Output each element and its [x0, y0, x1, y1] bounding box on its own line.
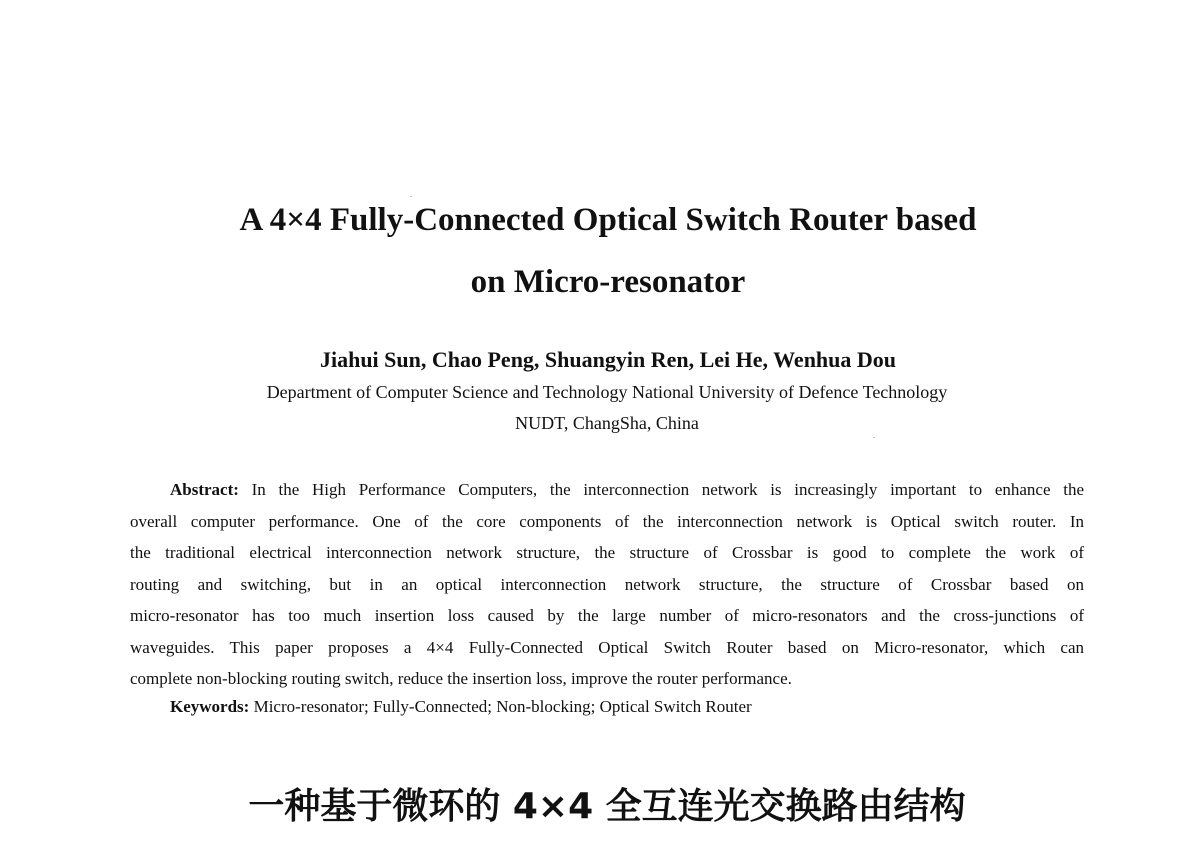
scan-speck	[410, 196, 412, 197]
abstract-line: routing and switching, but in an optical interconnection network structure, the structure of Crossbar based on	[130, 574, 1084, 594]
affiliation-line-2: NUDT, ChangSha, China	[515, 413, 699, 433]
abstract-line: micro-resonator has too much insertion loss caused by the large number of micro-resonators and the cross-junctions of	[130, 606, 1084, 625]
abstract-line: overall computer performance. One of the core components of the interconnection network is Optical switch router. In	[130, 511, 1084, 531]
abstract-line	[130, 474, 1084, 506]
abstract-label: Abstract:	[170, 480, 239, 499]
abstract-block	[130, 474, 1084, 695]
affiliation-line-1: Department of Computer Science and Technology National University of Defence Technology	[266, 382, 948, 402]
keywords-line	[170, 693, 752, 721]
abstract-text: In the High Performance Computers, the interconnection network is increasingly important to enhance the	[238, 480, 1084, 499]
paper-title-line-2: on Micro-resonator	[470, 264, 746, 300]
abstract-line: complete non-blocking routing switch, reduce the insertion loss, improve the router performance.	[130, 669, 792, 688]
keywords-label: Keywords:	[170, 697, 250, 716]
author-list: Jiahui Sun, Chao Peng, Shuangyin Ren, Lei He, Wenhua Dou	[319, 347, 897, 372]
paper-title-line-1: A 4×4 Fully-Connected Optical Switch Router based	[239, 202, 977, 238]
keywords-text: Micro-resonator; Fully-Connected; Non-blocking; Optical Switch Router	[249, 697, 752, 716]
abstract-line: waveguides. This paper proposes a 4×4 Fully-Connected Optical Switch Router based on Micro-resonator, which can	[130, 637, 1084, 657]
abstract-line: the traditional electrical interconnection network structure, the structure of Crossbar is good to complete the work of	[130, 543, 1084, 562]
chinese-title: 一种基于微环的 4×4 全互连光交换路由结构	[248, 786, 966, 827]
scan-speck	[873, 437, 875, 438]
